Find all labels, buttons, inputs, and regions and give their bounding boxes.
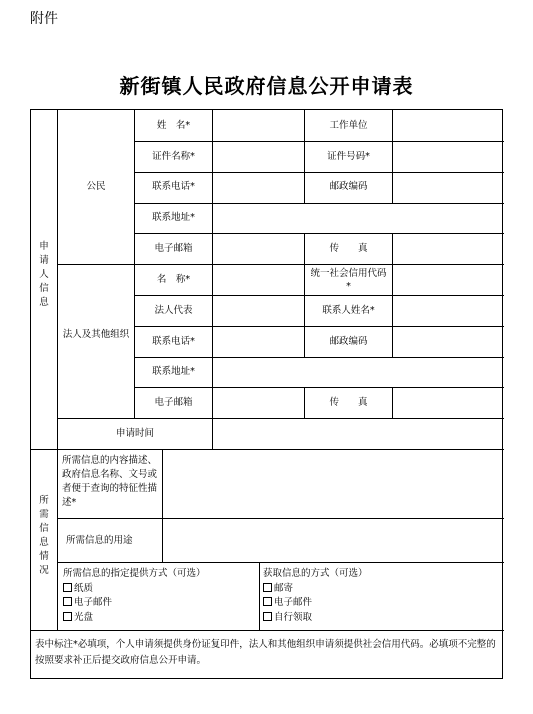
attachment-label: 附件 [30, 11, 58, 27]
org-phone-label: 联系电话* [152, 336, 195, 347]
citizen-postcode-label: 邮政编码 [329, 181, 368, 192]
org-name-label: 名 称* [156, 274, 191, 285]
obtain-option-email[interactable]: 电子邮件 [263, 596, 493, 611]
citizen-fax-label: 传 真 [329, 243, 368, 254]
checkbox-icon[interactable] [263, 612, 272, 621]
org-postcode-label: 邮政编码 [329, 336, 368, 347]
citizen-id-number-label: 证件号码* [327, 151, 370, 162]
citizen-phone-label: 联系电话* [152, 181, 195, 192]
citizen-address-label: 联系地址* [152, 212, 195, 223]
provide-method-group [63, 567, 259, 625]
page-title: 新街镇人民政府信息公开申请表 [119, 74, 414, 98]
obtain-method-label: 获取信息的方式（可选） [263, 568, 368, 579]
checkbox-icon[interactable] [63, 583, 72, 592]
obtain-option-pickup[interactable]: 自行领取 [263, 611, 493, 626]
description-label: 所需信息的内容描述、政府信息名称、文号或者便于查询的特征性描述* [62, 455, 158, 508]
obtain-option-mail[interactable]: 邮寄 [263, 582, 493, 597]
citizen-email-label: 电子邮箱 [154, 243, 193, 254]
citizen-work-unit-label: 工作单位 [329, 120, 368, 131]
purpose-label: 所需信息的用途 [66, 535, 133, 546]
provide-option-paper[interactable]: 纸质 [63, 582, 259, 597]
checkbox-icon[interactable] [263, 597, 272, 606]
org-credit-code-label: 统一社会信用代码* [310, 268, 387, 292]
application-form [30, 109, 503, 679]
apply-time-label: 申请时间 [115, 428, 154, 439]
citizen-name-label: 姓 名* [156, 120, 191, 131]
org-fax-label: 传 真 [329, 397, 368, 408]
org-legal-rep-label: 法人代表 [154, 305, 193, 316]
citizen-id-type-label: 证件名称* [152, 151, 195, 162]
checkbox-icon[interactable] [63, 612, 72, 621]
org-address-label: 联系地址* [152, 366, 195, 377]
provide-option-email[interactable]: 电子邮件 [63, 596, 259, 611]
org-group-label: 法人及其他组织 [62, 329, 130, 340]
obtain-method-group [263, 567, 493, 625]
provide-method-label: 所需信息的指定提供方式（可选） [63, 568, 206, 579]
citizen-group-label: 公民 [86, 181, 106, 192]
org-contact-name-label: 联系人姓名* [322, 305, 375, 316]
provide-option-disc[interactable]: 光盘 [63, 611, 259, 626]
checkbox-icon[interactable] [263, 583, 272, 592]
checkbox-icon[interactable] [63, 597, 72, 606]
info-section-label: 所需信息情况 [39, 495, 49, 576]
applicant-section-label: 申请人信息 [39, 241, 49, 308]
footnote: 表中标注*必填项，个人申请须提供身份证复印件，法人和其他组织申请须提供社会信用代码。必填项不完整的按照要求补正后提交政府信息公开申请。 [35, 639, 496, 666]
org-email-label: 电子邮箱 [154, 397, 193, 408]
